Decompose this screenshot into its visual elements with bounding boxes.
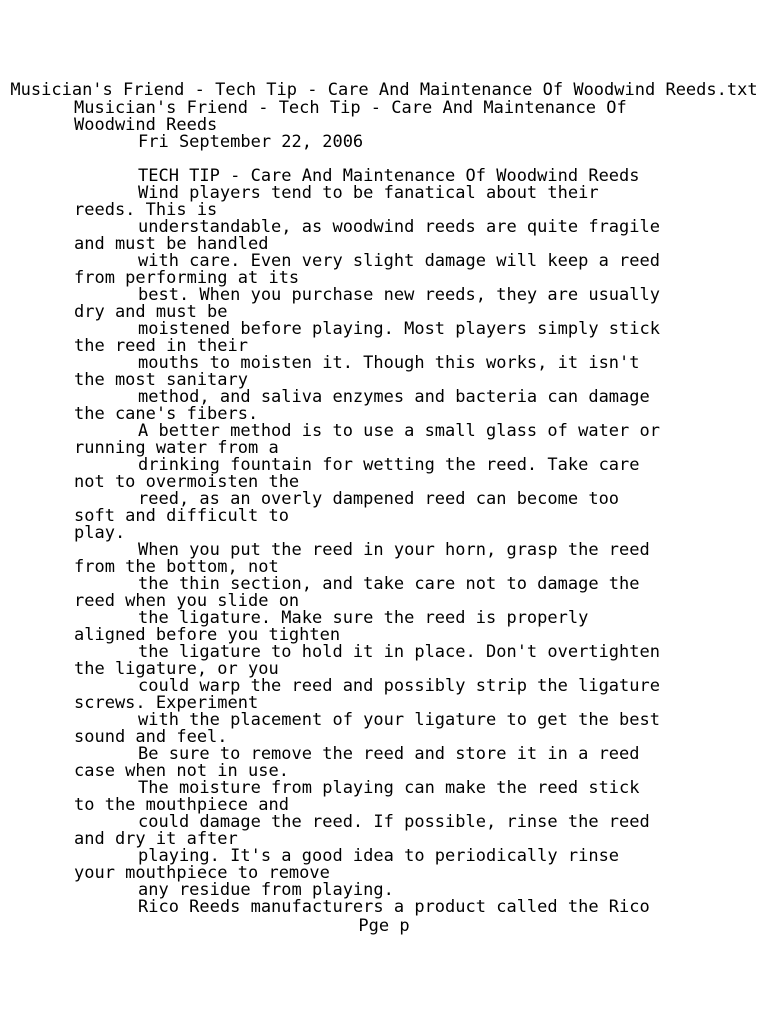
text-line: reeds. This is	[74, 200, 218, 220]
text-line: case when not in use.	[74, 761, 289, 781]
text-line: the ligature. Make sure the reed is properly	[138, 608, 589, 628]
text-line: the thin section, and take care not to damage the	[138, 574, 640, 594]
document-body	[74, 100, 764, 916]
text-line: not to overmoisten the	[74, 472, 300, 492]
text-line: could damage the reed. If possible, rinse the reed	[138, 812, 650, 832]
text-line: from performing at its	[74, 268, 300, 288]
text-line: with the placement of your ligature to get the best	[138, 710, 660, 730]
text-line: could warp the reed and possibly strip the ligature	[138, 676, 660, 696]
text-line: with care. Even very slight damage will keep a reed	[138, 251, 660, 271]
text-line: your mouthpiece to remove	[74, 863, 330, 883]
file-header: Musician's Friend - Tech Tip - Care And Maintenance Of Woodwind Reeds.txt	[10, 80, 758, 100]
text-line: and must be handled	[74, 234, 269, 254]
text-line: the ligature to hold it in place. Don't overtighten	[138, 642, 660, 662]
text-line: understandable, as woodwind reeds are quite fragile	[138, 217, 660, 237]
text-line: soft and difficult to	[74, 506, 289, 526]
doc-title-line-2: Woodwind Reeds	[74, 115, 218, 135]
text-line: to the mouthpiece and	[74, 795, 289, 815]
text-line: Wind players tend to be fanatical about their	[138, 183, 599, 203]
text-line: dry and must be	[74, 302, 228, 322]
text-line: reed when you slide on	[74, 591, 300, 611]
text-line: the most sanitary	[74, 370, 248, 390]
text-line: reed, as an overly dampened reed can become too	[138, 489, 620, 509]
text-line: method, and saliva enzymes and bacteria can damage	[138, 387, 650, 407]
text-line: from the bottom, not	[74, 557, 279, 577]
text-line: playing. It's a good idea to periodically rinse	[138, 846, 620, 866]
text-line: Rico Reeds manufacturers a product called the Rico	[138, 897, 650, 917]
doc-title-line-1: Musician's Friend - Tech Tip - Care And Maintenance Of	[74, 98, 627, 118]
text-line: any residue from playing.	[138, 880, 394, 900]
text-line: Be sure to remove the reed and store it in a reed	[138, 744, 640, 764]
doc-heading: TECH TIP - Care And Maintenance Of Woodwind Reeds	[138, 166, 640, 186]
text-line: moistened before playing. Most players simply stick	[138, 319, 660, 339]
text-line: sound and feel.	[74, 727, 228, 747]
text-line: running water from a	[74, 438, 279, 458]
text-line: mouths to moisten it. Though this works, it isn't	[138, 353, 640, 373]
doc-date: Fri September 22, 2006	[138, 132, 364, 152]
text-line: the ligature, or you	[74, 659, 279, 679]
text-line: the reed in their	[74, 336, 248, 356]
text-line: When you put the reed in your horn, grasp the reed	[138, 540, 650, 560]
page-number: Pge p	[358, 916, 410, 936]
text-line: and dry it after	[74, 829, 238, 849]
text-line: best. When you purchase new reeds, they are usually	[138, 285, 660, 305]
text-line: the cane's fibers.	[74, 404, 259, 424]
text-line: A better method is to use a small glass of water or	[138, 421, 660, 441]
text-line: The moisture from playing can make the reed stick	[138, 778, 640, 798]
text-line: aligned before you tighten	[74, 625, 341, 645]
text-line: play.	[74, 523, 126, 543]
text-line: screws. Experiment	[74, 693, 259, 713]
text-line: drinking fountain for wetting the reed. Take care	[138, 455, 640, 475]
